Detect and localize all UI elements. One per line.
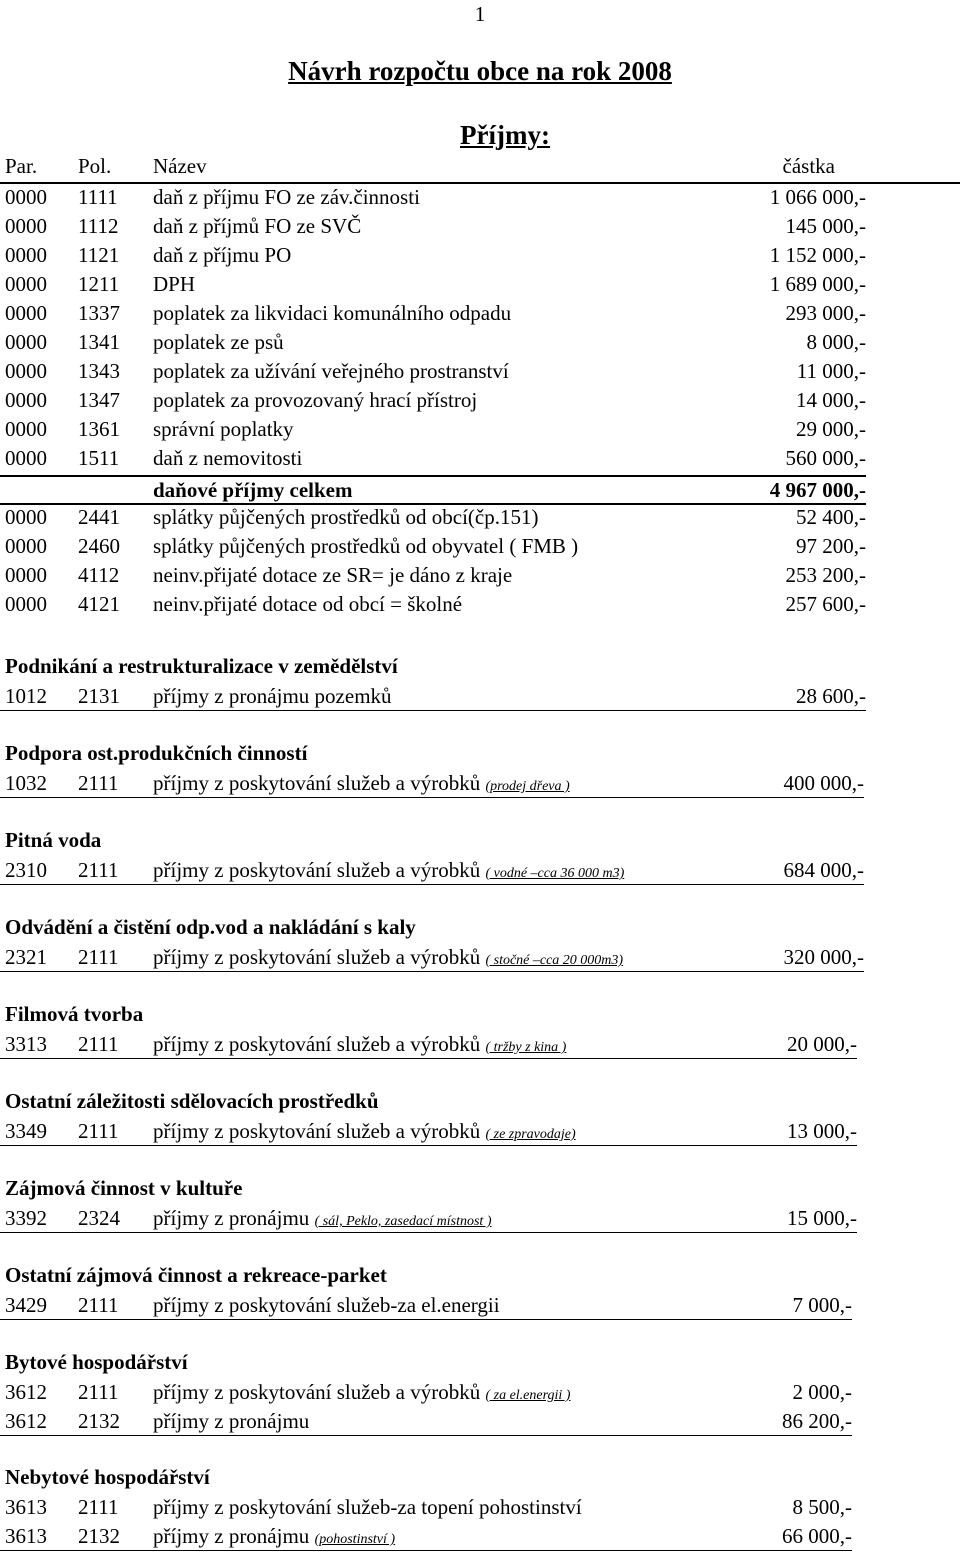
table-row: [0, 1118, 857, 1146]
cell-par: 0000: [5, 563, 47, 587]
cell-pol: 2132: [78, 1409, 120, 1433]
table-row: [0, 242, 866, 269]
cell-amount: 560 000,-: [785, 446, 866, 470]
cell-amount: 1 152 000,-: [769, 243, 866, 267]
cell-par: 2321: [5, 945, 47, 969]
cell-par: 1032: [5, 771, 47, 795]
cell-pol: 1341: [78, 330, 120, 354]
table-row: [0, 300, 866, 327]
cell-name: daň z příjmu PO: [153, 243, 292, 267]
cell-pol: 1343: [78, 359, 120, 383]
cell-note: (pohostinství ): [314, 1532, 396, 1547]
section-title: Pitná voda: [5, 828, 102, 852]
table-row: [0, 562, 866, 589]
cell-pol: 2111: [78, 1380, 119, 1404]
section-title: Odvádění a čistění odp.vod a nakládání s kaly: [5, 915, 416, 939]
cell-pol: 2460: [78, 534, 120, 558]
cell-par: 3612: [5, 1380, 47, 1404]
table-row: [0, 271, 866, 298]
table-row: [0, 533, 866, 560]
cell-par: 0000: [5, 243, 47, 267]
cell-amount: 14 000,-: [796, 388, 866, 412]
cell-pol: 1111: [78, 185, 118, 209]
cell-amount: 15 000,-: [787, 1206, 857, 1230]
cell-par: 0000: [5, 330, 47, 354]
cell-note: ( sál, Peklo, zasedací místnost ): [314, 1214, 492, 1229]
cell-amount: 2 000,-: [792, 1380, 852, 1404]
cell-amount: 145 000,-: [785, 214, 866, 238]
cell-note: ( stočné –cca 20 000m3): [485, 953, 624, 968]
section-title: Nebytové hospodářství: [5, 1465, 210, 1489]
subtotal-row: [0, 475, 866, 505]
cell-amount: 684 000,-: [783, 858, 864, 882]
cell-pol: 2111: [78, 1032, 119, 1056]
cell-name: správní poplatky: [153, 417, 294, 441]
cell-pol: 2111: [78, 858, 119, 882]
cell-par: 2310: [5, 858, 47, 882]
cell-par: 1012: [5, 684, 47, 708]
cell-pol: 1337: [78, 301, 120, 325]
cell-name: příjmy z pronájmu ( sál, Peklo, zasedací místnost ): [153, 1206, 492, 1230]
cell-pol: 1361: [78, 417, 120, 441]
table-row: [0, 1408, 852, 1436]
cell-amount: 86 200,-: [782, 1409, 852, 1433]
table-row: [0, 591, 866, 618]
header-pol: Pol.: [78, 154, 112, 178]
cell-par: 3613: [5, 1495, 47, 1519]
cell-amount: 320 000,-: [783, 945, 864, 969]
cell-amount: 28 600,-: [796, 684, 866, 708]
cell-amount: 1 066 000,-: [769, 185, 866, 209]
cell-par: 0000: [5, 388, 47, 412]
section-title: Zájmová činnost v kultuře: [5, 1176, 243, 1200]
cell-amount: 11 000,-: [796, 359, 866, 383]
cell-par: 0000: [5, 592, 47, 616]
cell-name: příjmy z pronájmu (pohostinství ): [153, 1524, 396, 1548]
cell-pol: 2441: [78, 505, 120, 529]
cell-name: příjmy z poskytování služeb-za topení pohostinství: [153, 1495, 582, 1519]
table-header: [0, 153, 960, 184]
cell-name: daň z nemovitosti: [153, 446, 303, 470]
section-title: Ostatní zájmová činnost a rekreace-parket: [5, 1263, 387, 1287]
cell-par: 3613: [5, 1524, 47, 1548]
cell-note: ( tržby z kina ): [485, 1040, 567, 1055]
table-row: [0, 358, 866, 385]
page-number: 1: [474, 2, 486, 26]
cell-amount: 293 000,-: [785, 301, 866, 325]
cell-name: DPH: [153, 272, 196, 296]
section-title: Podpora ost.produkčních činností: [5, 741, 308, 765]
cell-par: 3612: [5, 1409, 47, 1433]
subtotal-label: daňové příjmy celkem: [153, 478, 353, 502]
cell-pol: 2132: [78, 1524, 120, 1548]
cell-amount: 20 000,-: [787, 1032, 857, 1056]
table-row: [0, 1379, 852, 1406]
cell-pol: 1347: [78, 388, 120, 412]
cell-name: daň z příjmu FO ze záv.činnosti: [153, 185, 420, 209]
table-row: [0, 1494, 852, 1521]
cell-name: příjmy z poskytování služeb a výrobků ( vodné –cca 36 000 m3): [153, 858, 625, 882]
table-row: [0, 387, 866, 414]
cell-name: poplatek za provozovaný hrací přístroj: [153, 388, 478, 412]
cell-name: příjmy z pronájmu pozemků: [153, 684, 392, 708]
table-row: [0, 944, 864, 972]
cell-par: 3313: [5, 1032, 47, 1056]
section-heading: [0, 120, 960, 151]
cell-note: ( vodné –cca 36 000 m3): [485, 866, 625, 881]
cell-par: 0000: [5, 505, 47, 529]
cell-pol: 2131: [78, 684, 120, 708]
cell-name: splátky půjčených prostředků od obyvatel ( FMB ): [153, 534, 579, 558]
cell-par: 3349: [5, 1119, 47, 1143]
cell-par: 3392: [5, 1206, 47, 1230]
table-row: [0, 857, 864, 885]
cell-name: poplatek ze psů: [153, 330, 284, 354]
table-row: [0, 213, 866, 240]
cell-note: ( ze zpravodaje): [485, 1127, 576, 1142]
cell-name: poplatek za užívání veřejného prostranství: [153, 359, 509, 383]
cell-par: 0000: [5, 446, 47, 470]
cell-pol: 1511: [78, 446, 120, 470]
section-title: Podnikání a restrukturalizace v zemědělství: [5, 654, 398, 678]
cell-name: splátky půjčených prostředků od obcí(čp.151): [153, 505, 539, 529]
cell-amount: 257 600,-: [785, 592, 866, 616]
cell-amount: 7 000,-: [792, 1293, 852, 1317]
document-title-text: Návrh rozpočtu obce na rok 2008: [288, 56, 672, 86]
subtotal-amount: 4 967 000,-: [769, 478, 866, 502]
cell-pol: 2111: [78, 1495, 119, 1519]
table-row: [0, 770, 864, 798]
cell-amount: 1 689 000,-: [769, 272, 866, 296]
table-row: [0, 329, 866, 356]
cell-amount: 8 000,-: [806, 330, 866, 354]
cell-pol: 2324: [78, 1206, 120, 1230]
cell-amount: 97 200,-: [796, 534, 866, 558]
cell-name: příjmy z poskytování služeb a výrobků ( stočné –cca 20 000m3): [153, 945, 624, 969]
document-title: [0, 56, 960, 87]
cell-par: 0000: [5, 214, 47, 238]
cell-name: poplatek za likvidaci komunálního odpadu: [153, 301, 512, 325]
table-row: [0, 1205, 857, 1233]
table-row: [0, 1031, 857, 1059]
section-title: Filmová tvorba: [5, 1002, 144, 1026]
cell-name: příjmy z poskytování služeb a výrobků ( ze zpravodaje): [153, 1119, 576, 1143]
cell-par: 0000: [5, 417, 47, 441]
cell-name: neinv.přijaté dotace od obcí = školné: [153, 592, 463, 616]
cell-par: 0000: [5, 301, 47, 325]
cell-pol: 1112: [78, 214, 119, 238]
cell-amount: 13 000,-: [787, 1119, 857, 1143]
cell-pol: 2111: [78, 1119, 119, 1143]
cell-pol: 1121: [78, 243, 120, 267]
header-par: Par.: [5, 154, 38, 178]
cell-name: příjmy z poskytování služeb a výrobků ( za el.energii ): [153, 1380, 571, 1404]
table-row: [0, 504, 866, 531]
cell-par: 3429: [5, 1293, 47, 1317]
table-row: [0, 416, 866, 443]
header-name: Název: [153, 154, 207, 178]
cell-amount: 8 500,-: [792, 1495, 852, 1519]
cell-name: daň z příjmů FO ze SVČ: [153, 214, 362, 238]
cell-pol: 2111: [78, 1293, 119, 1317]
section-title: Bytové hospodářství: [5, 1350, 188, 1374]
cell-par: 0000: [5, 272, 47, 296]
cell-amount: 400 000,-: [783, 771, 864, 795]
cell-pol: 4121: [78, 592, 120, 616]
cell-name: příjmy z pronájmu: [153, 1409, 310, 1433]
cell-amount: 29 000,-: [796, 417, 866, 441]
cell-amount: 66 000,-: [782, 1524, 852, 1548]
cell-pol: 4112: [78, 563, 120, 587]
cell-pol: 1211: [78, 272, 120, 296]
cell-note: ( za el.energii ): [485, 1388, 571, 1403]
cell-par: 0000: [5, 359, 47, 383]
table-row: [0, 184, 866, 211]
cell-name: neinv.přijaté dotace ze SR= je dáno z kraje: [153, 563, 513, 587]
section-title: Ostatní záležitosti sdělovacích prostředků: [5, 1089, 379, 1113]
cell-note: (prodej dřeva ): [485, 779, 570, 794]
cell-par: 0000: [5, 185, 47, 209]
cell-name: příjmy z poskytování služeb-za el.energii: [153, 1293, 500, 1317]
table-row: [0, 683, 866, 711]
cell-amount: 52 400,-: [796, 505, 866, 529]
cell-pol: 2111: [78, 771, 119, 795]
cell-name: příjmy z poskytování služeb a výrobků ( tržby z kina ): [153, 1032, 567, 1056]
cell-amount: 253 200,-: [785, 563, 866, 587]
table-row: [0, 1292, 852, 1320]
header-amount: částka: [782, 154, 835, 178]
section-heading-text: Příjmy:: [460, 120, 550, 150]
cell-par: 0000: [5, 534, 47, 558]
table-row: [0, 445, 866, 472]
cell-pol: 2111: [78, 945, 119, 969]
cell-name: příjmy z poskytování služeb a výrobků (prodej dřeva ): [153, 771, 570, 795]
table-row: [0, 1523, 852, 1551]
